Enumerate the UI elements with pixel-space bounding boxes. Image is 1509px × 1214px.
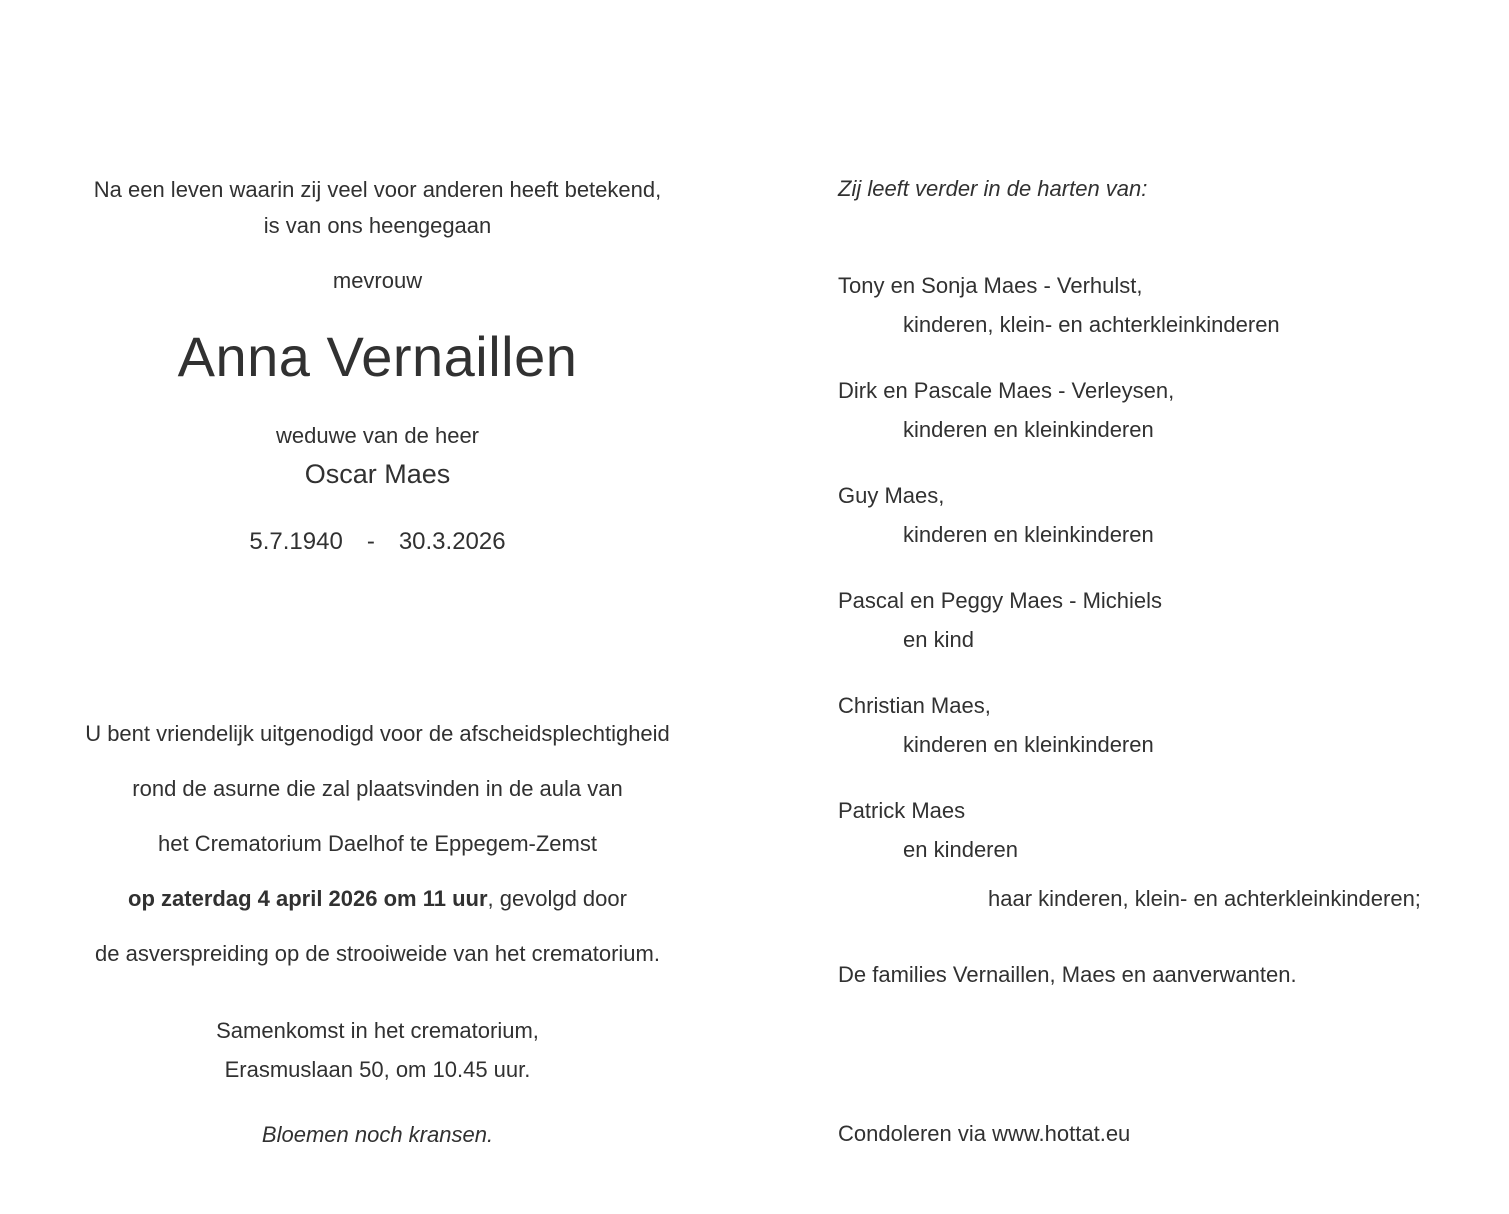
family-name: Pascal en Peggy Maes - Michiels	[838, 588, 1163, 613]
invitation-line-3: het Crematorium Daelhof te Eppegem-Zemst	[158, 831, 597, 856]
family-descendants: kinderen en kleinkinderen	[903, 522, 1154, 547]
all-descendants-line: haar kinderen, klein- en achterkleinkinderen;	[988, 886, 1421, 911]
invitation-line-4-rest: , gevolgd door	[487, 886, 627, 911]
meeting-info	[0, 1011, 755, 1089]
meeting-line-2: Erasmuslaan 50, om 10.45 uur.	[224, 1057, 531, 1082]
family-name: Guy Maes,	[838, 483, 945, 508]
intro-line-1: Na een leven waarin zij veel voor anderen heeft betekend,	[93, 177, 662, 202]
life-dates	[0, 526, 755, 558]
invitation-line-2: rond de asurne die zal plaatsvinden in de aula van	[132, 776, 623, 801]
deceased-name: Anna Vernaillen	[177, 325, 578, 388]
family-name: Christian Maes,	[838, 693, 991, 718]
families-line: De families Vernaillen, Maes en aanverwanten.	[838, 962, 1297, 987]
family-group	[838, 796, 1458, 865]
family-group	[838, 586, 1458, 655]
meeting-line-1: Samenkomst in het crematorium,	[216, 1018, 539, 1043]
survivors-header: Zij leeft verder in de harten van:	[838, 176, 1148, 201]
flowers-note: Bloemen noch kransen.	[261, 1122, 494, 1147]
intro-text	[0, 172, 755, 244]
death-date: 30.3.2026	[398, 528, 506, 555]
condolence-line: Condoleren via www.hottat.eu	[838, 1121, 1131, 1146]
family-name: Dirk en Pascale Maes - Verleysen,	[838, 378, 1175, 403]
family-group	[838, 271, 1458, 340]
family-name: Tony en Sonja Maes - Verhulst,	[838, 273, 1143, 298]
family-descendants: kinderen, klein- en achterkleinkinderen	[903, 312, 1280, 337]
intro-line-2: is van ons heengegaan	[263, 213, 492, 238]
salutation: mevrouw	[332, 268, 423, 293]
birth-date: 5.7.1940	[249, 528, 343, 555]
announcement-column	[0, 0, 755, 1150]
ceremony-datetime: op zaterdag 4 april 2026 om 11 uur	[128, 886, 488, 911]
family-group	[838, 376, 1458, 445]
family-descendants: kinderen en kleinkinderen	[903, 732, 1154, 757]
family-group	[838, 481, 1458, 550]
family-descendants: en kinderen	[903, 837, 1018, 862]
family-group	[838, 691, 1458, 760]
invitation-line-4	[0, 871, 755, 926]
relation-line: weduwe van de heer	[275, 423, 480, 448]
family-name: Patrick Maes	[838, 798, 966, 823]
invitation-line-1: U bent vriendelijk uitgenodigd voor de afscheidsplechtigheid	[85, 721, 670, 746]
family-descendants: kinderen en kleinkinderen	[903, 417, 1154, 442]
spouse-name: Oscar Maes	[304, 459, 451, 489]
invitation-line-5: de asverspreiding op de strooiweide van het crematorium.	[95, 941, 660, 966]
survivors-column	[838, 0, 1458, 1149]
invitation-text	[0, 706, 755, 981]
dates-separator: -	[366, 528, 375, 555]
family-descendants: en kind	[903, 627, 974, 652]
